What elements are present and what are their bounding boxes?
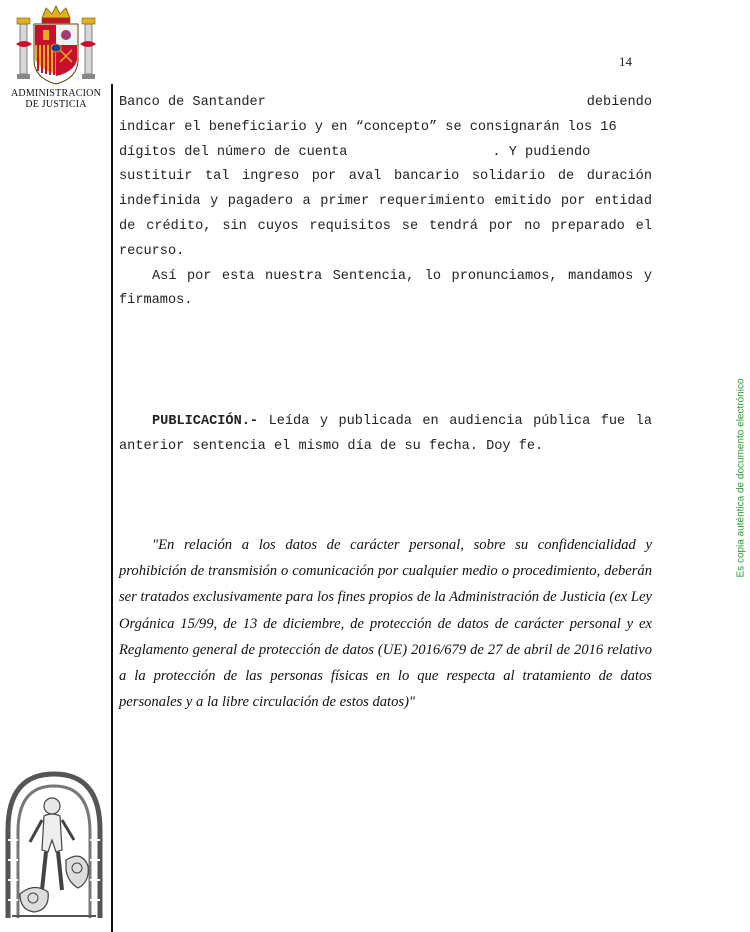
authenticity-stamp: Es copia auténtica de documento electrónico [735,378,747,578]
margin-rule [111,84,113,932]
publication-paragraph [119,410,652,460]
andalucia-emblem-icon [4,770,104,920]
spain-coat-of-arms-icon [12,4,100,86]
account-text: dígitos del número de cuenta [119,144,348,160]
closing-paragraph: Así por esta nuestra Sentencia, lo pronunciamos, mandamos y firmamos. [119,268,652,309]
concept-line: indicar el beneficiario y en “concepto” se consignarán los 16 [119,119,617,135]
data-protection-notice: "En relación a los datos de carácter personal, sobre su confidencialidad y prohibición de transmisión o comunicación por cualquier medio o procedimiento, deberán ser tratados exclusivamente para los fines propios de la Administración de Justicia (ex Ley Orgánica 15/99, de 13 de diciembre, de protección de datos de carácter personal y ex Reglamento general de protección de datos (UE) 2016/679 de 27 de abril de 2016 relativo a la protección de las personas físicas en lo que respecta al tratamiento de datos personales y a la libre circulación de estos datos)" [119,537,652,711]
guarantee-text: sustituir tal ingreso por aval bancario solidario de duración indefinida y pagadero a primer requerimiento emitido por entidad de crédito, sin cuyos requisitos se tendrá por no preparado el recurso. [119,169,652,259]
institution-name: ADMINISTRACION DE JUSTICIA [10,88,102,110]
publication-heading: PUBLICACIÓN.- [152,414,259,429]
page-number: 14 [619,54,632,69]
bank-text: Banco de Santander [119,95,266,110]
bank-text-end: debiendo [586,95,652,110]
ruling-body [119,91,652,314]
publication-text: Leída y publicada en audiencia pública fue la anterior sentencia el mismo día de su fecha. Doy fe. [119,414,652,454]
account-text-end: . Y pudiendo [492,144,591,160]
